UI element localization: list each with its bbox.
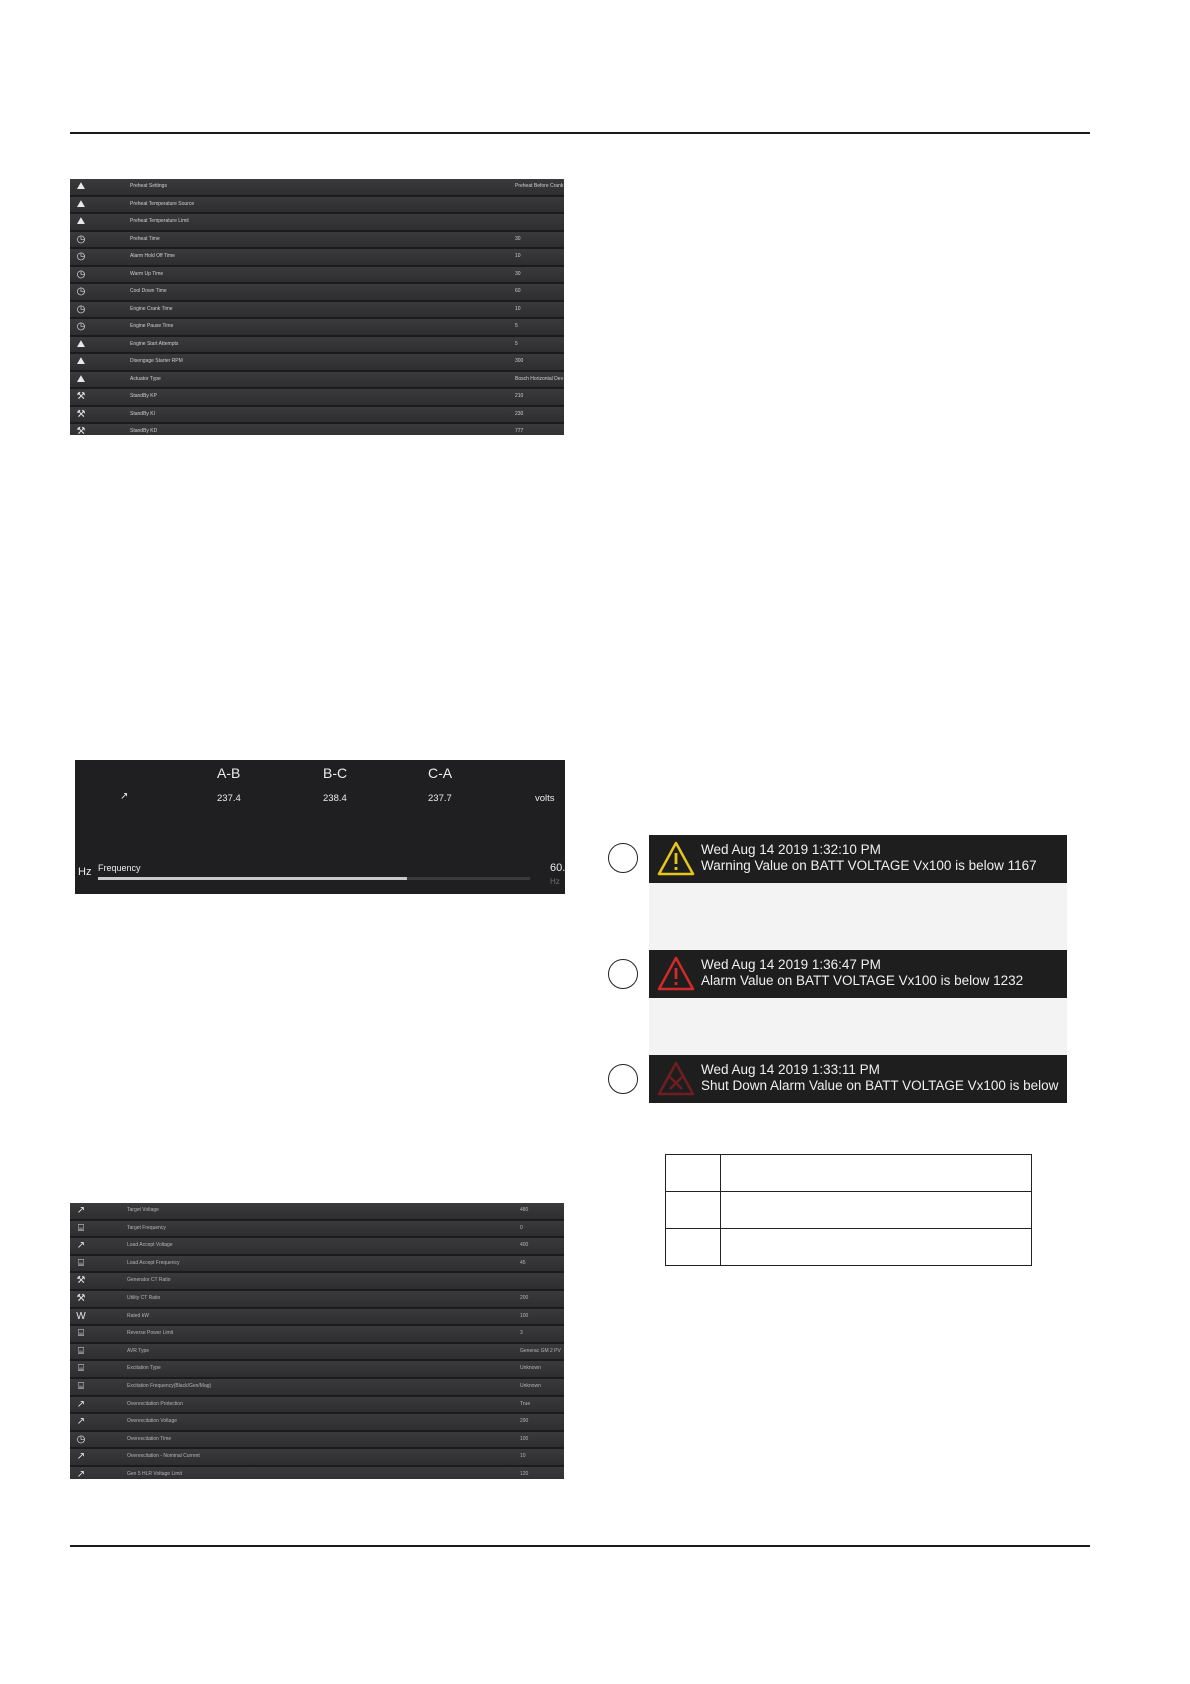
engine-icon: ⛰	[76, 181, 86, 192]
settings-row	[70, 1203, 564, 1221]
setting-label: Excitation Type	[127, 1365, 161, 1372]
engine-icon: ⛰	[76, 356, 86, 367]
setting-label: Disengage Starter RPM	[130, 358, 183, 364]
frequency-label: Frequency	[98, 863, 141, 873]
legend-row	[666, 1155, 1032, 1192]
alarm-message: Alarm Value on BATT VOLTAGE Vx100 is below 1232	[701, 973, 1024, 988]
setting-value: 0	[520, 1224, 523, 1231]
setting-value: 10	[515, 253, 521, 259]
voltage-icon: ↗	[76, 1468, 86, 1479]
legend-row	[666, 1229, 1032, 1266]
settings-row	[70, 389, 564, 407]
setting-label: Cool Down Time	[130, 288, 167, 294]
setting-label: Reverse Power Limit	[127, 1330, 174, 1337]
setting-label: Actuator Type	[130, 375, 161, 382]
settings-row	[70, 424, 564, 435]
setting-value: 5	[515, 340, 518, 347]
setting-label: Excitation Frequency(Black/Gen/Mag)	[127, 1382, 212, 1389]
timer-icon: ◷	[76, 286, 86, 297]
settings-row	[70, 1238, 564, 1256]
setting-label: Overexcitation - Nominal Current	[127, 1453, 200, 1460]
engine-settings-screenshot	[70, 179, 564, 435]
settings-row	[70, 1361, 564, 1379]
settings-row	[70, 267, 564, 285]
settings-row	[70, 1467, 564, 1479]
alarm-notification	[649, 950, 1067, 998]
shutdown-triangle-icon	[657, 1061, 695, 1097]
phase-bc-value: 238.4	[323, 793, 347, 804]
settings-row	[70, 249, 564, 267]
settings-row	[70, 1344, 564, 1362]
settings-row	[70, 1256, 564, 1274]
settings-row	[70, 284, 564, 302]
setting-value: Unknown	[520, 1382, 541, 1389]
setting-value: 10	[515, 305, 521, 312]
setting-label: Target Voltage	[127, 1207, 159, 1213]
setting-label: Load Accept Frequency	[127, 1259, 180, 1266]
voltage-icon: ↗	[76, 1451, 86, 1463]
generator-settings-screenshot	[70, 1203, 564, 1479]
frequency-value: 60.	[550, 862, 565, 874]
shutdown-timestamp: Wed Aug 14 2019 1:33:11 PM	[701, 1062, 880, 1077]
setting-value: 100	[520, 1435, 529, 1442]
voltage-icon: ↗	[76, 1398, 86, 1410]
timer-icon: ◷	[76, 233, 86, 245]
legend-row	[666, 1192, 1032, 1229]
callout-marker-2	[608, 959, 638, 989]
settings-row	[70, 1379, 564, 1397]
settings-row	[70, 337, 564, 355]
alarm-triangle-icon	[657, 956, 695, 992]
setting-label: Rated kW	[127, 1312, 149, 1319]
setting-value: 30	[515, 270, 521, 277]
settings-row	[70, 232, 564, 250]
setting-value: 45	[520, 1259, 526, 1266]
settings-row	[70, 1326, 564, 1344]
setting-value: Preheat Before Crank	[515, 183, 564, 189]
phase-ca-header: C-A	[428, 765, 453, 781]
setting-value: True	[520, 1400, 531, 1407]
phase-ab-header: A-B	[217, 765, 241, 781]
setting-label: Overexcitation Time	[127, 1435, 172, 1442]
setting-value: Generac GM 2 PV	[520, 1347, 561, 1354]
timer-icon: ◷	[76, 303, 86, 315]
generator-icon: ⌸	[78, 1222, 84, 1234]
setting-value: 60	[515, 288, 521, 294]
setting-label: Utility CT Ratio	[127, 1294, 161, 1301]
settings-row	[70, 179, 564, 197]
phase-ab-value: 237.4	[217, 793, 241, 804]
generator-icon: ⌸	[78, 1345, 84, 1357]
setting-label: Preheat Temperature Source	[130, 200, 195, 207]
alarm-timestamp: Wed Aug 14 2019 1:36:47 PM	[701, 957, 881, 972]
settings-row	[70, 1273, 564, 1291]
tools-icon: ⚒	[76, 1275, 86, 1287]
setting-label: Alarm Hold Off Time	[130, 253, 175, 259]
setting-label: Generator CT Ratio	[127, 1277, 171, 1284]
header-rule	[70, 132, 1090, 134]
setting-label: AVR Type	[127, 1347, 150, 1354]
warning-timestamp: Wed Aug 14 2019 1:32:10 PM	[701, 842, 881, 857]
setting-label: Preheat Settings	[130, 183, 167, 189]
setting-value: 300	[515, 358, 524, 364]
engine-icon: ⛰	[76, 198, 86, 210]
setting-label: Load Accept Voltage	[127, 1242, 173, 1249]
engine-icon: ⛰	[76, 216, 86, 227]
tools-icon: ⚒	[76, 408, 86, 420]
voltage-icon: ↗	[76, 1416, 86, 1428]
engine-icon: ⛰	[76, 373, 86, 385]
notification-spacer	[649, 883, 1067, 950]
setting-value: Unknown	[520, 1365, 541, 1372]
settings-row	[70, 1397, 564, 1415]
settings-row	[70, 302, 564, 320]
setting-value: 5	[515, 323, 518, 329]
settings-row	[70, 407, 564, 425]
setting-value: 210	[515, 393, 524, 399]
settings-row	[70, 1432, 564, 1450]
callout-marker-1	[608, 843, 638, 873]
settings-row	[70, 1414, 564, 1432]
settings-row	[70, 1291, 564, 1309]
warning-notification	[649, 835, 1067, 883]
setting-label: Overexcitation Voltage	[127, 1418, 178, 1425]
settings-row	[70, 1221, 564, 1239]
settings-row	[70, 197, 564, 215]
voltage-icon: ↗	[76, 1240, 86, 1252]
callout-marker-3	[608, 1064, 638, 1094]
setting-label: Preheat Time	[130, 235, 160, 242]
setting-label: Overexcitation Protection	[127, 1400, 183, 1407]
setting-value: 200	[520, 1294, 529, 1301]
setting-value: 120	[520, 1470, 529, 1477]
phase-bc-header: B-C	[323, 765, 348, 781]
tools-icon: ⚒	[76, 1292, 86, 1304]
voltage-unit: volts	[535, 793, 555, 804]
timer-icon: ◷	[76, 321, 86, 332]
setting-label: StandBy KD	[130, 428, 158, 434]
generator-icon: ⌸	[78, 1257, 84, 1269]
settings-row	[70, 1309, 564, 1327]
w-icon: W	[76, 1310, 86, 1322]
setting-label: Target Frequency	[127, 1224, 166, 1231]
timer-icon: ◷	[76, 251, 86, 262]
setting-value: 777	[515, 428, 524, 434]
settings-row	[70, 319, 564, 337]
phase-ca-value: 237.7	[428, 793, 452, 804]
setting-label: StandBy KP	[130, 393, 157, 399]
frequency-unit: Hz	[550, 877, 560, 886]
setting-label: Engine Crank Time	[130, 305, 173, 312]
hz-label: Hz	[78, 866, 92, 878]
footer-rule	[70, 1545, 1090, 1547]
setting-value: 3	[520, 1330, 523, 1337]
settings-row	[70, 214, 564, 232]
voltage-icon: ↗	[76, 1205, 86, 1216]
timer-icon: ◷	[76, 268, 86, 280]
frequency-bar-fill	[98, 877, 407, 880]
generator-icon: ⌸	[78, 1328, 84, 1340]
generator-icon: ⌸	[78, 1363, 84, 1375]
shutdown-notification	[649, 1055, 1067, 1103]
timer-icon: ◷	[76, 1433, 86, 1445]
setting-label: Engine Pause Time	[130, 323, 174, 329]
engine-icon: ⛰	[76, 338, 86, 350]
setting-value: 30	[515, 235, 521, 242]
setting-label: Engine Start Attempts	[130, 340, 179, 347]
setting-value: 230	[515, 410, 524, 417]
callout-legend-table	[665, 1154, 1032, 1266]
setting-label: Preheat Temperature Limit	[130, 218, 189, 224]
generator-icon: ⌸	[78, 1380, 84, 1392]
setting-value: 480	[520, 1207, 529, 1213]
setting-value: 100	[520, 1312, 529, 1319]
notification-spacer	[649, 998, 1067, 1055]
tools-icon: ⚒	[76, 391, 86, 402]
tools-icon: ⚒	[76, 426, 86, 435]
settings-row	[70, 1449, 564, 1467]
waveform-icon: ↗	[120, 791, 129, 802]
setting-label: Warm Up Time	[130, 270, 164, 277]
setting-value: Bosch Horizontal Dev	[515, 375, 564, 382]
voltage-readout-panel	[75, 760, 565, 894]
setting-value: 290	[520, 1418, 529, 1425]
setting-label: StandBy KI	[130, 410, 156, 417]
setting-label: Gen 5 HLR Voltage Limit	[127, 1470, 183, 1477]
settings-row	[70, 354, 564, 372]
frequency-bar	[98, 877, 530, 880]
setting-value: 400	[520, 1242, 529, 1249]
warning-triangle-icon	[657, 841, 695, 877]
setting-value: 10	[520, 1453, 526, 1460]
shutdown-message: Shut Down Alarm Value on BATT VOLTAGE Vx100 is below	[701, 1078, 1059, 1093]
settings-row	[70, 372, 564, 390]
warning-message: Warning Value on BATT VOLTAGE Vx100 is below 1167	[701, 858, 1037, 873]
